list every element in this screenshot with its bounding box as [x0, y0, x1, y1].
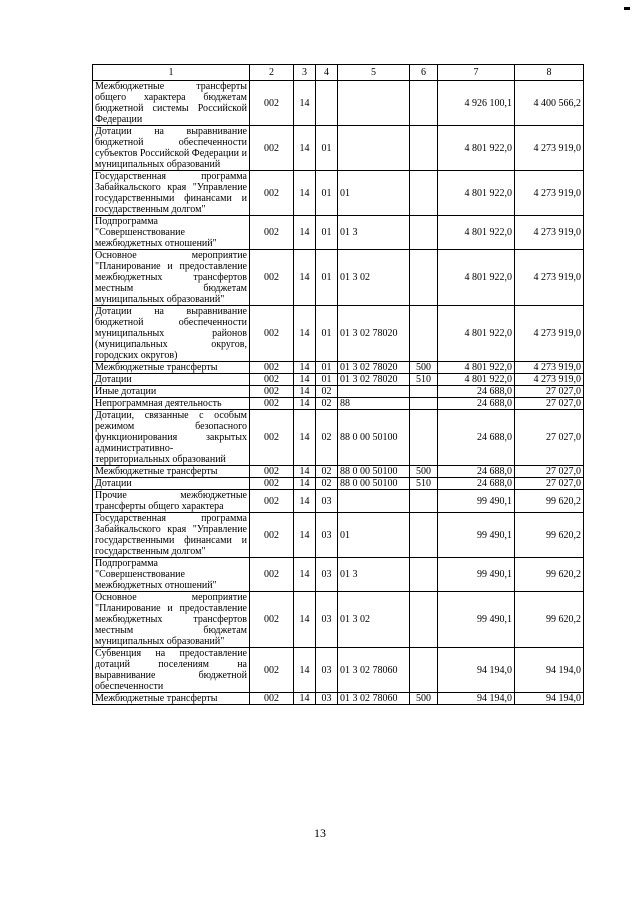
table-row: [93, 466, 584, 478]
row-section: 14: [294, 648, 316, 693]
row-amount-col8: 4 273 919,0: [515, 362, 584, 374]
row-section: 14: [294, 398, 316, 410]
table-row: [93, 410, 584, 466]
table-row: [93, 216, 584, 250]
row-target-article: 88 0 00 50100: [338, 466, 410, 478]
row-target-article: 01 3: [338, 558, 410, 592]
row-admin-code: 002: [250, 693, 294, 705]
table-row: [93, 81, 584, 126]
row-amount-col8: 4 273 919,0: [515, 374, 584, 386]
row-subsection: 01: [316, 250, 338, 306]
row-section: 14: [294, 410, 316, 466]
header-col-2: 2: [250, 65, 294, 81]
row-amount-col7: 24 688,0: [438, 466, 515, 478]
row-name: Межбюджетные трансферты: [93, 693, 250, 705]
row-amount-col8: 99 620,2: [515, 558, 584, 592]
table-row: [93, 513, 584, 558]
table-row: [93, 478, 584, 490]
row-section: 14: [294, 362, 316, 374]
row-section: 14: [294, 558, 316, 592]
row-admin-code: 002: [250, 466, 294, 478]
row-admin-code: 002: [250, 398, 294, 410]
row-admin-code: 002: [250, 374, 294, 386]
row-target-article: 01 3: [338, 216, 410, 250]
row-section: 14: [294, 592, 316, 648]
row-target-article: [338, 490, 410, 513]
corner-mark: [624, 7, 630, 10]
row-section: 14: [294, 490, 316, 513]
row-amount-col7: 99 490,1: [438, 490, 515, 513]
table-row: [93, 693, 584, 705]
row-subsection: 03: [316, 592, 338, 648]
row-admin-code: 002: [250, 648, 294, 693]
table-row: [93, 362, 584, 374]
table-row: [93, 171, 584, 216]
row-subsection: 01: [316, 374, 338, 386]
row-amount-col8: 4 273 919,0: [515, 216, 584, 250]
row-target-article: 01 3 02 78060: [338, 648, 410, 693]
row-target-article: 88 0 00 50100: [338, 478, 410, 490]
row-admin-code: 002: [250, 478, 294, 490]
row-amount-col8: 99 620,2: [515, 513, 584, 558]
page-number: 13: [314, 826, 326, 840]
table-body: [93, 81, 584, 705]
row-expense-type: [410, 648, 438, 693]
row-subsection: [316, 81, 338, 126]
row-expense-type: [410, 126, 438, 171]
row-subsection: 01: [316, 306, 338, 362]
row-amount-col8: 27 027,0: [515, 478, 584, 490]
header-row: [93, 65, 584, 81]
row-target-article: 01 3 02: [338, 592, 410, 648]
row-target-article: 88: [338, 398, 410, 410]
row-subsection: 02: [316, 410, 338, 466]
row-amount-col7: 4 801 922,0: [438, 216, 515, 250]
row-section: 14: [294, 466, 316, 478]
row-amount-col8: 27 027,0: [515, 410, 584, 466]
row-expense-type: [410, 410, 438, 466]
header-col-5: 5: [338, 65, 410, 81]
row-admin-code: 002: [250, 126, 294, 171]
row-name: Иные дотации: [93, 386, 250, 398]
row-name: Государственная программа Забайкальского края "Управление государственными финансами и государственным долгом": [93, 171, 250, 216]
row-expense-type: 500: [410, 693, 438, 705]
row-amount-col8: 27 027,0: [515, 398, 584, 410]
row-name: Дотации: [93, 374, 250, 386]
row-expense-type: [410, 592, 438, 648]
row-subsection: 03: [316, 490, 338, 513]
row-section: 14: [294, 306, 316, 362]
table-row: [93, 592, 584, 648]
row-subsection: 01: [316, 126, 338, 171]
table-row: [93, 126, 584, 171]
row-target-article: [338, 126, 410, 171]
row-admin-code: 002: [250, 592, 294, 648]
table-row: [93, 250, 584, 306]
row-section: 14: [294, 386, 316, 398]
row-amount-col8: 99 620,2: [515, 592, 584, 648]
header-col-4: 4: [316, 65, 338, 81]
row-amount-col7: 94 194,0: [438, 648, 515, 693]
row-amount-col8: 27 027,0: [515, 386, 584, 398]
row-section: 14: [294, 250, 316, 306]
row-section: 14: [294, 513, 316, 558]
row-section: 14: [294, 171, 316, 216]
row-target-article: 01 3 02 78060: [338, 693, 410, 705]
row-target-article: [338, 386, 410, 398]
header-col-7: 7: [438, 65, 515, 81]
row-name: Непрограммная деятельность: [93, 398, 250, 410]
row-name: Основное мероприятие "Планирование и предоставление межбюджетных трансфертов местным бюджетам муниципальных образований": [93, 250, 250, 306]
header-col-3: 3: [294, 65, 316, 81]
row-expense-type: [410, 386, 438, 398]
row-admin-code: 002: [250, 250, 294, 306]
row-subsection: 03: [316, 648, 338, 693]
row-name: Дотации, связанные с особым режимом безопасного функционирования закрытых административно-территориальных образований: [93, 410, 250, 466]
table-row: [93, 386, 584, 398]
row-target-article: 01: [338, 513, 410, 558]
row-admin-code: 002: [250, 216, 294, 250]
row-subsection: 03: [316, 693, 338, 705]
row-name: Прочие межбюджетные трансферты общего характера: [93, 490, 250, 513]
row-name: Дотации на выравнивание бюджетной обеспеченности субъектов Российской Федерации и муниципальных образований: [93, 126, 250, 171]
row-amount-col7: 24 688,0: [438, 478, 515, 490]
row-section: 14: [294, 693, 316, 705]
row-name: Дотации: [93, 478, 250, 490]
row-amount-col8: 94 194,0: [515, 648, 584, 693]
table-row: [93, 374, 584, 386]
row-amount-col8: 4 273 919,0: [515, 126, 584, 171]
row-admin-code: 002: [250, 410, 294, 466]
row-amount-col7: 24 688,0: [438, 398, 515, 410]
row-section: 14: [294, 126, 316, 171]
header-col-6: 6: [410, 65, 438, 81]
row-expense-type: [410, 490, 438, 513]
row-amount-col7: 24 688,0: [438, 386, 515, 398]
row-amount-col7: 99 490,1: [438, 592, 515, 648]
row-target-article: 01 3 02 78020: [338, 306, 410, 362]
row-admin-code: 002: [250, 558, 294, 592]
row-amount-col7: 94 194,0: [438, 693, 515, 705]
row-subsection: 01: [316, 362, 338, 374]
row-admin-code: 002: [250, 362, 294, 374]
row-name: Основное мероприятие "Планирование и предоставление межбюджетных трансфертов местным бюджетам муниципальных образований": [93, 592, 250, 648]
row-expense-type: [410, 558, 438, 592]
row-section: 14: [294, 216, 316, 250]
table-row: [93, 490, 584, 513]
table-row: [93, 648, 584, 693]
row-name: Подпрограмма "Совершенствование межбюджетных отношений": [93, 558, 250, 592]
row-amount-col8: 4 400 566,2: [515, 81, 584, 126]
row-expense-type: [410, 250, 438, 306]
row-subsection: 01: [316, 171, 338, 216]
row-expense-type: 510: [410, 374, 438, 386]
row-subsection: 02: [316, 398, 338, 410]
row-expense-type: [410, 81, 438, 126]
row-amount-col7: 99 490,1: [438, 513, 515, 558]
row-target-article: 88 0 00 50100: [338, 410, 410, 466]
row-name: Государственная программа Забайкальского края "Управление государственными финансами и государственным долгом": [93, 513, 250, 558]
row-expense-type: [410, 513, 438, 558]
row-name: Субвенция на предоставление дотаций поселениям на выравнивание бюджетной обеспеченности: [93, 648, 250, 693]
row-amount-col8: 4 273 919,0: [515, 171, 584, 216]
row-expense-type: 500: [410, 466, 438, 478]
row-amount-col7: 99 490,1: [438, 558, 515, 592]
row-amount-col7: 4 801 922,0: [438, 126, 515, 171]
row-name: Подпрограмма "Совершенствование межбюджетных отношений": [93, 216, 250, 250]
row-amount-col7: 4 801 922,0: [438, 171, 515, 216]
row-section: 14: [294, 81, 316, 126]
row-admin-code: 002: [250, 306, 294, 362]
row-admin-code: 002: [250, 513, 294, 558]
table-row: [93, 558, 584, 592]
row-name: Межбюджетные трансферты общего характера бюджетам бюджетной системы Российской Федерации: [93, 81, 250, 126]
row-name: Межбюджетные трансферты: [93, 466, 250, 478]
row-expense-type: [410, 171, 438, 216]
row-amount-col8: 4 273 919,0: [515, 306, 584, 362]
row-expense-type: 510: [410, 478, 438, 490]
row-admin-code: 002: [250, 490, 294, 513]
row-admin-code: 002: [250, 386, 294, 398]
row-amount-col7: 4 926 100,1: [438, 81, 515, 126]
row-admin-code: 002: [250, 81, 294, 126]
table-row: [93, 306, 584, 362]
budget-table: [92, 64, 584, 705]
row-target-article: [338, 81, 410, 126]
row-name: Дотации на выравнивание бюджетной обеспеченности муниципальных районов (муниципальных округов, городских округов): [93, 306, 250, 362]
row-target-article: 01 3 02: [338, 250, 410, 306]
row-amount-col7: 4 801 922,0: [438, 374, 515, 386]
row-subsection: 02: [316, 478, 338, 490]
row-admin-code: 002: [250, 171, 294, 216]
row-amount-col8: 99 620,2: [515, 490, 584, 513]
row-target-article: 01: [338, 171, 410, 216]
row-expense-type: [410, 216, 438, 250]
row-expense-type: [410, 306, 438, 362]
header-col-8: 8: [515, 65, 584, 81]
row-amount-col8: 94 194,0: [515, 693, 584, 705]
row-section: 14: [294, 478, 316, 490]
row-amount-col7: 4 801 922,0: [438, 362, 515, 374]
row-amount-col7: 4 801 922,0: [438, 306, 515, 362]
row-subsection: 03: [316, 558, 338, 592]
row-amount-col7: 4 801 922,0: [438, 250, 515, 306]
row-target-article: 01 3 02 78020: [338, 362, 410, 374]
row-amount-col8: 4 273 919,0: [515, 250, 584, 306]
row-subsection: 02: [316, 386, 338, 398]
row-amount-col8: 27 027,0: [515, 466, 584, 478]
row-subsection: 03: [316, 513, 338, 558]
row-expense-type: 500: [410, 362, 438, 374]
row-subsection: 01: [316, 216, 338, 250]
row-name: Межбюджетные трансферты: [93, 362, 250, 374]
row-amount-col7: 24 688,0: [438, 410, 515, 466]
header-col-1: 1: [93, 65, 250, 81]
row-target-article: 01 3 02 78020: [338, 374, 410, 386]
row-section: 14: [294, 374, 316, 386]
table-row: [93, 398, 584, 410]
row-expense-type: [410, 398, 438, 410]
row-subsection: 02: [316, 466, 338, 478]
